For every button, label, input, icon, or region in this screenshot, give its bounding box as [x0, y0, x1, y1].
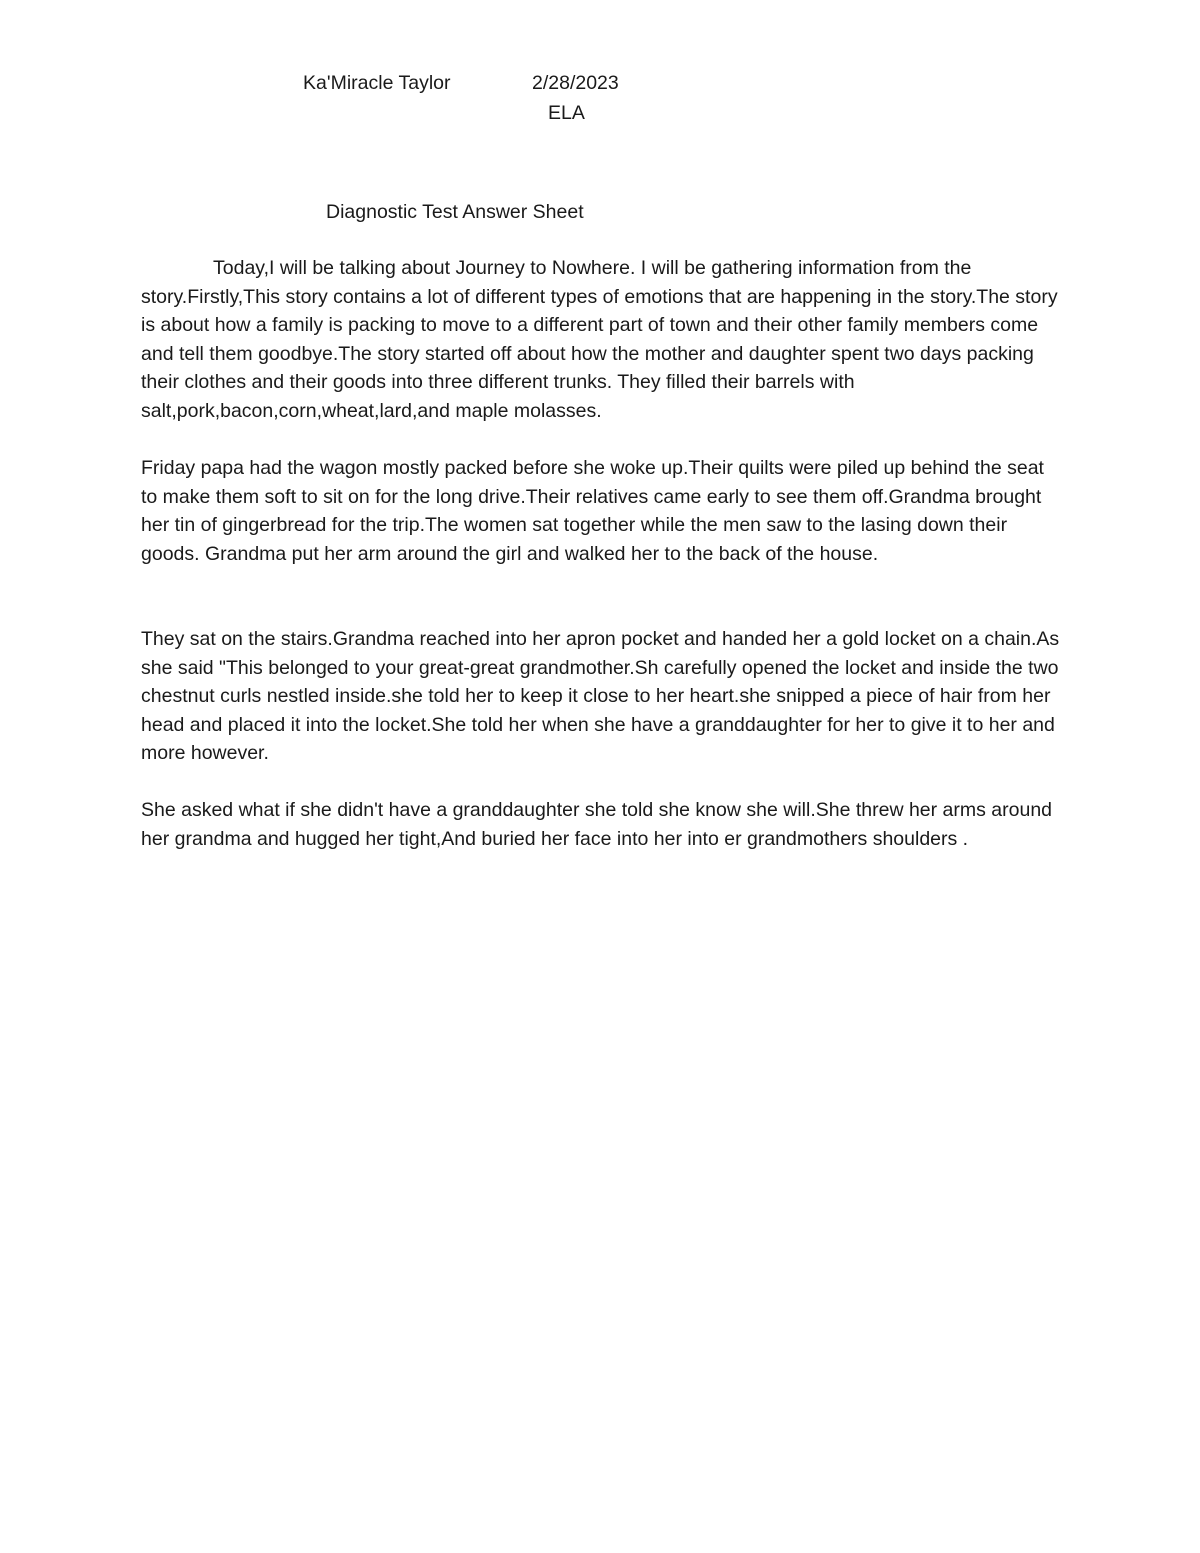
- date: 2/28/2023: [532, 72, 619, 94]
- document-title: Diagnostic Test Answer Sheet: [326, 201, 584, 223]
- subject: ELA: [548, 102, 585, 124]
- paragraph-3: They sat on the stairs.Grandma reached into her apron pocket and handed her a gold locket on a chain.As she said "This belonged to your great-great grandmother.Sh carefully opened the locket and inside the two chestnut curls nestled inside.she told her to keep it close to her heart.she snipped a piece of hair from her head and placed it into the locket.She told her when she have a granddaughter for her to give it to her and more however.: [141, 628, 1060, 764]
- paragraph-2: Friday papa had the wagon mostly packed before she woke up.Their quilts were piled up behind the seat to make them soft to sit on for the long drive.Their relatives came early to see them off.Grandma brought her tin of gingerbread for the trip.The women sat together while the men saw to the lasing down their goods. Grandma put her arm around the girl and walked her to the back of the house.: [141, 457, 1044, 565]
- paragraph-4: She asked what if she didn't have a granddaughter she told she know she will.She threw her arms around her grandma and hugged her tight,And buried her face into her into er grandmothers shoulders .: [141, 799, 1053, 850]
- student-name: Ka'Miracle Taylor: [303, 72, 451, 94]
- paragraph-1: Today,I will be talking about Journey to Nowhere. I will be gathering information from the story.Firstly,This story contains a lot of different types of emotions that are happening in the story.The story is about how a family is packing to move to a different part of town and their other family members come and tell them goodbye.The story started off about how the mother and daughter spent two days packing their clothes and their goods into three different trunks. They filled their barrels with salt,pork,bacon,corn,wheat,lard,and maple molasses.: [141, 257, 1058, 422]
